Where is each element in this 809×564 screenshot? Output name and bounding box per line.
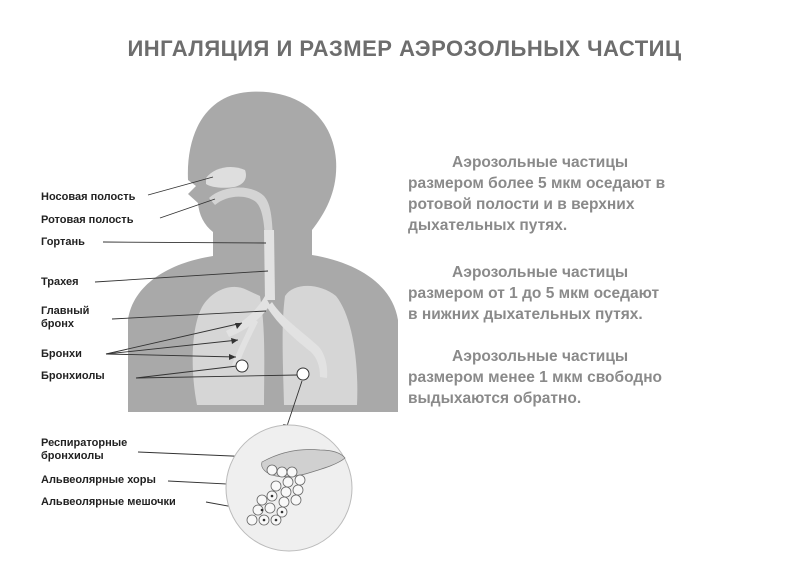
label-main-bronchus — [41, 305, 89, 331]
bronchiole-marker-1 — [236, 360, 248, 372]
label-nasal-cavity: Носовая полость — [41, 191, 136, 203]
label-larynx: Гортань — [41, 236, 85, 248]
para2-line: в нижних дыхательных путях. — [408, 306, 643, 323]
label-oral-cavity: Ротовая полость — [41, 214, 134, 226]
label-main-bronchus-line-1: Главный — [41, 305, 90, 317]
label-alveolar-ducts: Альвеолярные хоры — [41, 474, 156, 486]
para1-line: Аэрозольные частицы — [452, 154, 629, 171]
paragraph-medium-particles — [408, 262, 778, 325]
para2-line: Аэрозольные частицы — [452, 264, 629, 281]
para1-line: ротовой полости и в верхних — [408, 196, 635, 213]
para1-line: дыхательных путях. — [408, 217, 568, 234]
label-bronchioles: Бронхиолы — [41, 370, 105, 382]
para3-line: Аэрозольные частицы — [452, 348, 629, 365]
para3-line: выдыхаются обратно. — [408, 390, 582, 407]
label-resp-bronchioles-line-1: Респираторные — [41, 437, 128, 449]
para3-line: размером менее 1 мкм свободно — [408, 369, 663, 386]
label-bronchi: Бронхи — [41, 348, 82, 360]
label-main-bronchus-line-2: бронх — [41, 318, 74, 330]
para1-line: размером более 5 мкм оседают в — [408, 175, 666, 192]
paragraph-large-particles — [408, 152, 778, 236]
paragraph-small-particles — [408, 346, 778, 409]
page-title: ИНГАЛЯЦИЯ И РАЗМЕР АЭРОЗОЛЬНЫХ ЧАСТИЦ — [127, 36, 682, 61]
label-respiratory-bronchioles — [41, 437, 127, 463]
trachea-shape — [264, 230, 275, 300]
label-resp-bronchioles-line-2: бронхиолы — [41, 450, 104, 462]
label-alveolar-sacs: Альвеолярные мешочки — [41, 496, 176, 508]
para2-line: размером от 1 до 5 мкм оседают — [408, 285, 660, 302]
bronchiole-marker-2 — [297, 368, 309, 380]
label-trachea: Трахея — [41, 276, 79, 288]
